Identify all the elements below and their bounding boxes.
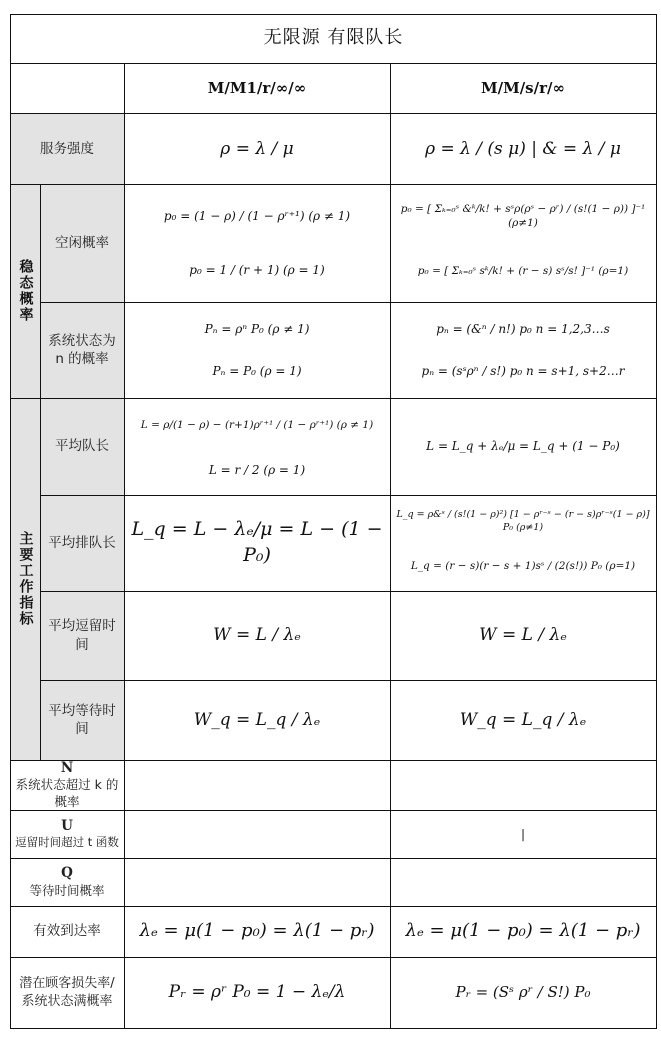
- formula-state-2-case-b: pₙ = (sˢρⁿ / s!) p₀ n = s+1, s+2…r: [421, 363, 625, 378]
- formula-idle-1-case-b: p₀ = 1 / (r + 1) (ρ = 1): [189, 262, 325, 277]
- formula-service-intensity-2: ρ = λ / (s μ) | & = λ / μ: [425, 138, 621, 159]
- label-idle-probability: 空闲概率: [55, 234, 109, 251]
- header-model-2: M/M/s/r/∞: [481, 78, 565, 97]
- label-avg-queue-length: 平均队长: [55, 438, 109, 455]
- formula-avg-queue-2: L = L_q + λₑ/μ = L_q + (1 − P₀): [426, 439, 620, 454]
- grid-line: [40, 302, 657, 303]
- formula-avg-sojourn-1: W = L / λₑ: [213, 625, 301, 646]
- grid-line: [10, 1028, 657, 1029]
- formula-u-sojourn-2: |: [520, 826, 526, 841]
- formula-service-intensity-1: ρ = λ / μ: [220, 138, 294, 159]
- formula-n-exceed-2: [390, 760, 656, 810]
- label-q-wait: [10, 858, 124, 906]
- label-effective-arrival: 有效到达率: [33, 923, 101, 940]
- formula-effective-arrival-2: λₑ = μ(1 − p₀) = λ(1 − pᵣ): [405, 920, 641, 942]
- formula-avg-wait-1: W_q = L_q / λₑ: [193, 709, 321, 730]
- label-u-sojourn: [10, 810, 124, 858]
- label-avg-sojourn-time: 平均逗留时间: [48, 618, 116, 653]
- header-model-1: M/M1/r/∞/∞: [207, 78, 307, 97]
- table-title: 无限源 有限队长: [263, 27, 404, 49]
- label-q-text: 等待时间概率: [29, 882, 105, 898]
- formula-q-wait-2: [390, 858, 656, 906]
- formula-state-1-case-a: Pₙ = ρⁿ P₀ (ρ ≠ 1): [204, 321, 310, 336]
- formula-avg-queue-1-case-a: L = ρ/(1 − ρ) − (r+1)ρʳ⁺¹ / (1 − ρʳ⁺¹) (ρ ≠ 1): [140, 418, 374, 431]
- label-n-letter: N: [60, 760, 74, 777]
- formula-idle-1-case-a: p₀ = (1 − ρ) / (1 − ρʳ⁺¹) (ρ ≠ 1): [163, 208, 351, 223]
- formula-q-wait-1: [124, 858, 390, 906]
- formula-loss-2: Pᵣ = (Sˢ ρʳ / S!) P₀: [455, 983, 591, 1002]
- formula-avg-wait-2: W_q = L_q / λₑ: [459, 709, 587, 730]
- formula-u-sojourn-1: [124, 810, 390, 858]
- label-avg-wait-time: 平均等待时间: [48, 702, 116, 737]
- formula-n-exceed-1: [124, 760, 390, 810]
- formula-avg-waiting-2-case-b: L_q = (r − s)(r − s + 1)sˢ / (2(s!)) P₀ (ρ=1): [410, 559, 636, 572]
- label-state-probability: 系统状态为 n 的概率: [48, 332, 116, 367]
- label-loss-probability: 潜在顾客损失率/系统状态满概率: [19, 975, 115, 1009]
- label-n-exceed: [10, 760, 124, 810]
- label-q-letter: Q: [61, 865, 73, 882]
- grid-line: [656, 14, 657, 1029]
- group-main-indicators: 主要工作指标: [17, 531, 34, 627]
- formula-effective-arrival-1: λₑ = μ(1 − p₀) = λ(1 − pᵣ): [139, 920, 375, 942]
- label-avg-waiting-length: 平均排队长: [48, 534, 116, 551]
- formula-state-2-case-a: pₙ = (&ⁿ / n!) p₀ n = 1,2,3…s: [436, 321, 610, 336]
- formula-avg-waiting-2-case-a: L_q = ρ&ˢ / (s!(1 − ρ)²) [1 − ρʳ⁻ˢ − (r − s)ρʳ⁻ˢ(1 − ρ)] P₀ (ρ≠1): [396, 509, 650, 533]
- formula-avg-waiting-1: L_q = L − λₑ/μ = L − (1 − P₀): [131, 518, 383, 566]
- label-n-text: 系统状态超过 k 的概率: [15, 777, 119, 810]
- formula-loss-1: Pᵣ = ρʳ P₀ = 1 − λₑ/λ: [168, 982, 346, 1003]
- formula-avg-queue-1-case-b: L = r / 2 (ρ = 1): [208, 462, 306, 477]
- label-u-letter: U: [61, 818, 73, 835]
- label-u-text: 逗留时间超过 t 函数: [15, 835, 119, 850]
- formula-avg-sojourn-2: W = L / λₑ: [479, 625, 567, 646]
- group-steady-probability: 稳态概率: [17, 259, 34, 323]
- formula-state-1-case-b: Pₙ = P₀ (ρ = 1): [212, 363, 302, 378]
- formula-idle-2-case-a: p₀ = [ Σₖ₌₀ˢ &ᵏ/k! + sˢρ(ρˢ − ρʳ) / (s!(1 − ρ)) ]⁻¹ (ρ≠1): [400, 202, 646, 229]
- label-service-intensity: 服务强度: [40, 140, 94, 157]
- formula-idle-2-case-b: p₀ = [ Σₖ₌₀ˢ sᵏ/k! + (r − s) sˢ/s! ]⁻¹ (ρ=1): [417, 264, 629, 277]
